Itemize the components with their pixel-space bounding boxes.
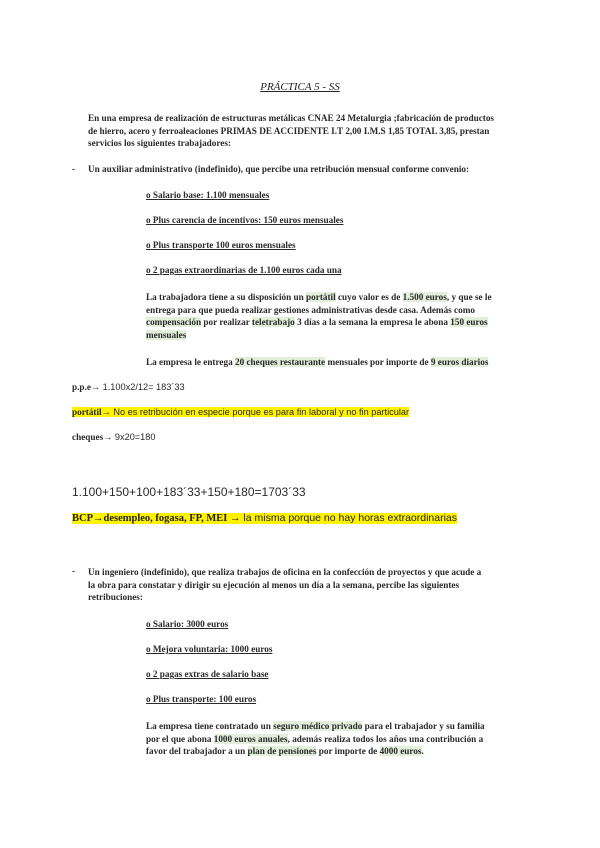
- note-text: cuyo valor es de: [335, 292, 403, 302]
- list-item: o Salario: 3000 euros: [146, 619, 229, 629]
- note-text: 3 días a la semana la empresa le abona: [294, 317, 451, 327]
- highlight: teletrabajo: [251, 317, 295, 327]
- note-text: por importe de: [316, 746, 380, 756]
- note-text: por realizar: [201, 317, 252, 327]
- calc-label: portátil: [72, 407, 102, 417]
- note-text: La empresa le entrega: [146, 357, 235, 367]
- highlight: 9 euros diarios: [430, 357, 489, 367]
- worker1-description: Un auxiliar administrativo (indefinido), que percibe una retribución mensual conforme convenio:: [88, 164, 470, 174]
- list-item: o Salario base: 1.100 mensuales: [146, 190, 270, 200]
- highlight: 150 euros: [450, 317, 488, 327]
- calc-ppe: [72, 382, 185, 392]
- highlight: seguro médico privado: [273, 721, 363, 731]
- highlight: 1000 euros anuales: [213, 733, 288, 744]
- list-item: o 2 pagas extras de salario base: [146, 669, 269, 679]
- intro-line: servicios los siguientes trabajadores:: [88, 138, 231, 148]
- note-text: .: [421, 746, 424, 756]
- highlight: compensación: [146, 317, 202, 327]
- list-item: o Plus transporte: 100 euros: [146, 694, 257, 704]
- highlight: 4000 euros: [379, 746, 422, 756]
- note-text: entrega para que pueda realizar gestiones administrativas desde casa. Además como: [146, 304, 475, 315]
- worker2-description: [88, 566, 538, 604]
- calc-value: → 1.100x2/12= 183´33: [90, 382, 185, 392]
- worker2-note: [146, 720, 541, 758]
- intro-paragraph: [88, 112, 528, 150]
- calc-label: BCP→desempleo, fogasa, FP, MEI →: [72, 513, 241, 524]
- note-text: La trabajadora tiene a su disposición un: [146, 292, 307, 302]
- calc-value: la misma porque no hay horas extraordinarias: [240, 512, 458, 524]
- highlight: 1.500 euros: [402, 292, 447, 302]
- calc-value: → 9x20=180: [103, 432, 156, 442]
- list-item: o 2 pagas extraordinarias de 1.100 euros cada una: [146, 265, 342, 275]
- calc-bcp: [72, 512, 457, 524]
- highlight: 20 cheques restaurante: [234, 357, 326, 367]
- note-text: , y que se le: [446, 292, 492, 302]
- note-text: , además realiza todos los años una contribución a: [287, 733, 484, 744]
- note-text: para el trabajador y su familia: [362, 721, 485, 731]
- highlight: mensuales: [146, 329, 187, 340]
- desc-line: retribuciones:: [88, 592, 143, 602]
- worker1-note-cheques: [146, 356, 546, 369]
- calc-sum: 1.100+150+100+183´33+150+180=1703´33: [72, 485, 306, 499]
- intro-line: En una empresa de realización de estructuras metálicas CNAE 24 Metalurgia ;fabricación de productos: [88, 113, 494, 123]
- note-text: favor del trabajador a un: [146, 746, 248, 756]
- bullet-dash: -: [72, 566, 76, 576]
- highlight: portátil: [306, 292, 336, 302]
- desc-line: Un ingeniero (indefinido), que realiza trabajos de oficina en la confección de proyectos y que acude a: [88, 567, 482, 577]
- desc-line: la obra para constatar y dirigir su ejecución al menos un día a la semana, percibe las siguientes: [88, 579, 460, 590]
- list-item: o Plus transporte 100 euros mensuales: [146, 240, 296, 250]
- note-text: por el que abona: [146, 733, 214, 744]
- note-text: La empresa tiene contratado un: [146, 721, 274, 731]
- calc-portatil: [72, 407, 409, 417]
- list-item: o Mejora voluntaria: 1000 euros: [146, 644, 273, 654]
- page-title: PRÁCTICA 5 - SS: [260, 81, 340, 93]
- calc-cheques: [72, 432, 156, 442]
- note-text: mensuales por importe de: [325, 357, 431, 367]
- calc-label: cheques: [72, 432, 104, 442]
- list-item: o Plus carencia de incentivos: 150 euros mensuales: [146, 215, 344, 225]
- calc-label: p.p.e: [72, 382, 91, 392]
- bullet-dash: -: [72, 164, 76, 174]
- calc-value: → No es retribución en especie porque es para fin laboral y no fin particular: [101, 407, 410, 417]
- highlight: plan de pensiones: [247, 746, 317, 756]
- worker1-note-laptop: [146, 291, 536, 341]
- intro-line: de hierro, acero y ferroaleaciones PRIMAS DE ACCIDENTE I.T 2,00 I.M.S 1,85 TOTAL 3,85, prestan: [88, 125, 490, 136]
